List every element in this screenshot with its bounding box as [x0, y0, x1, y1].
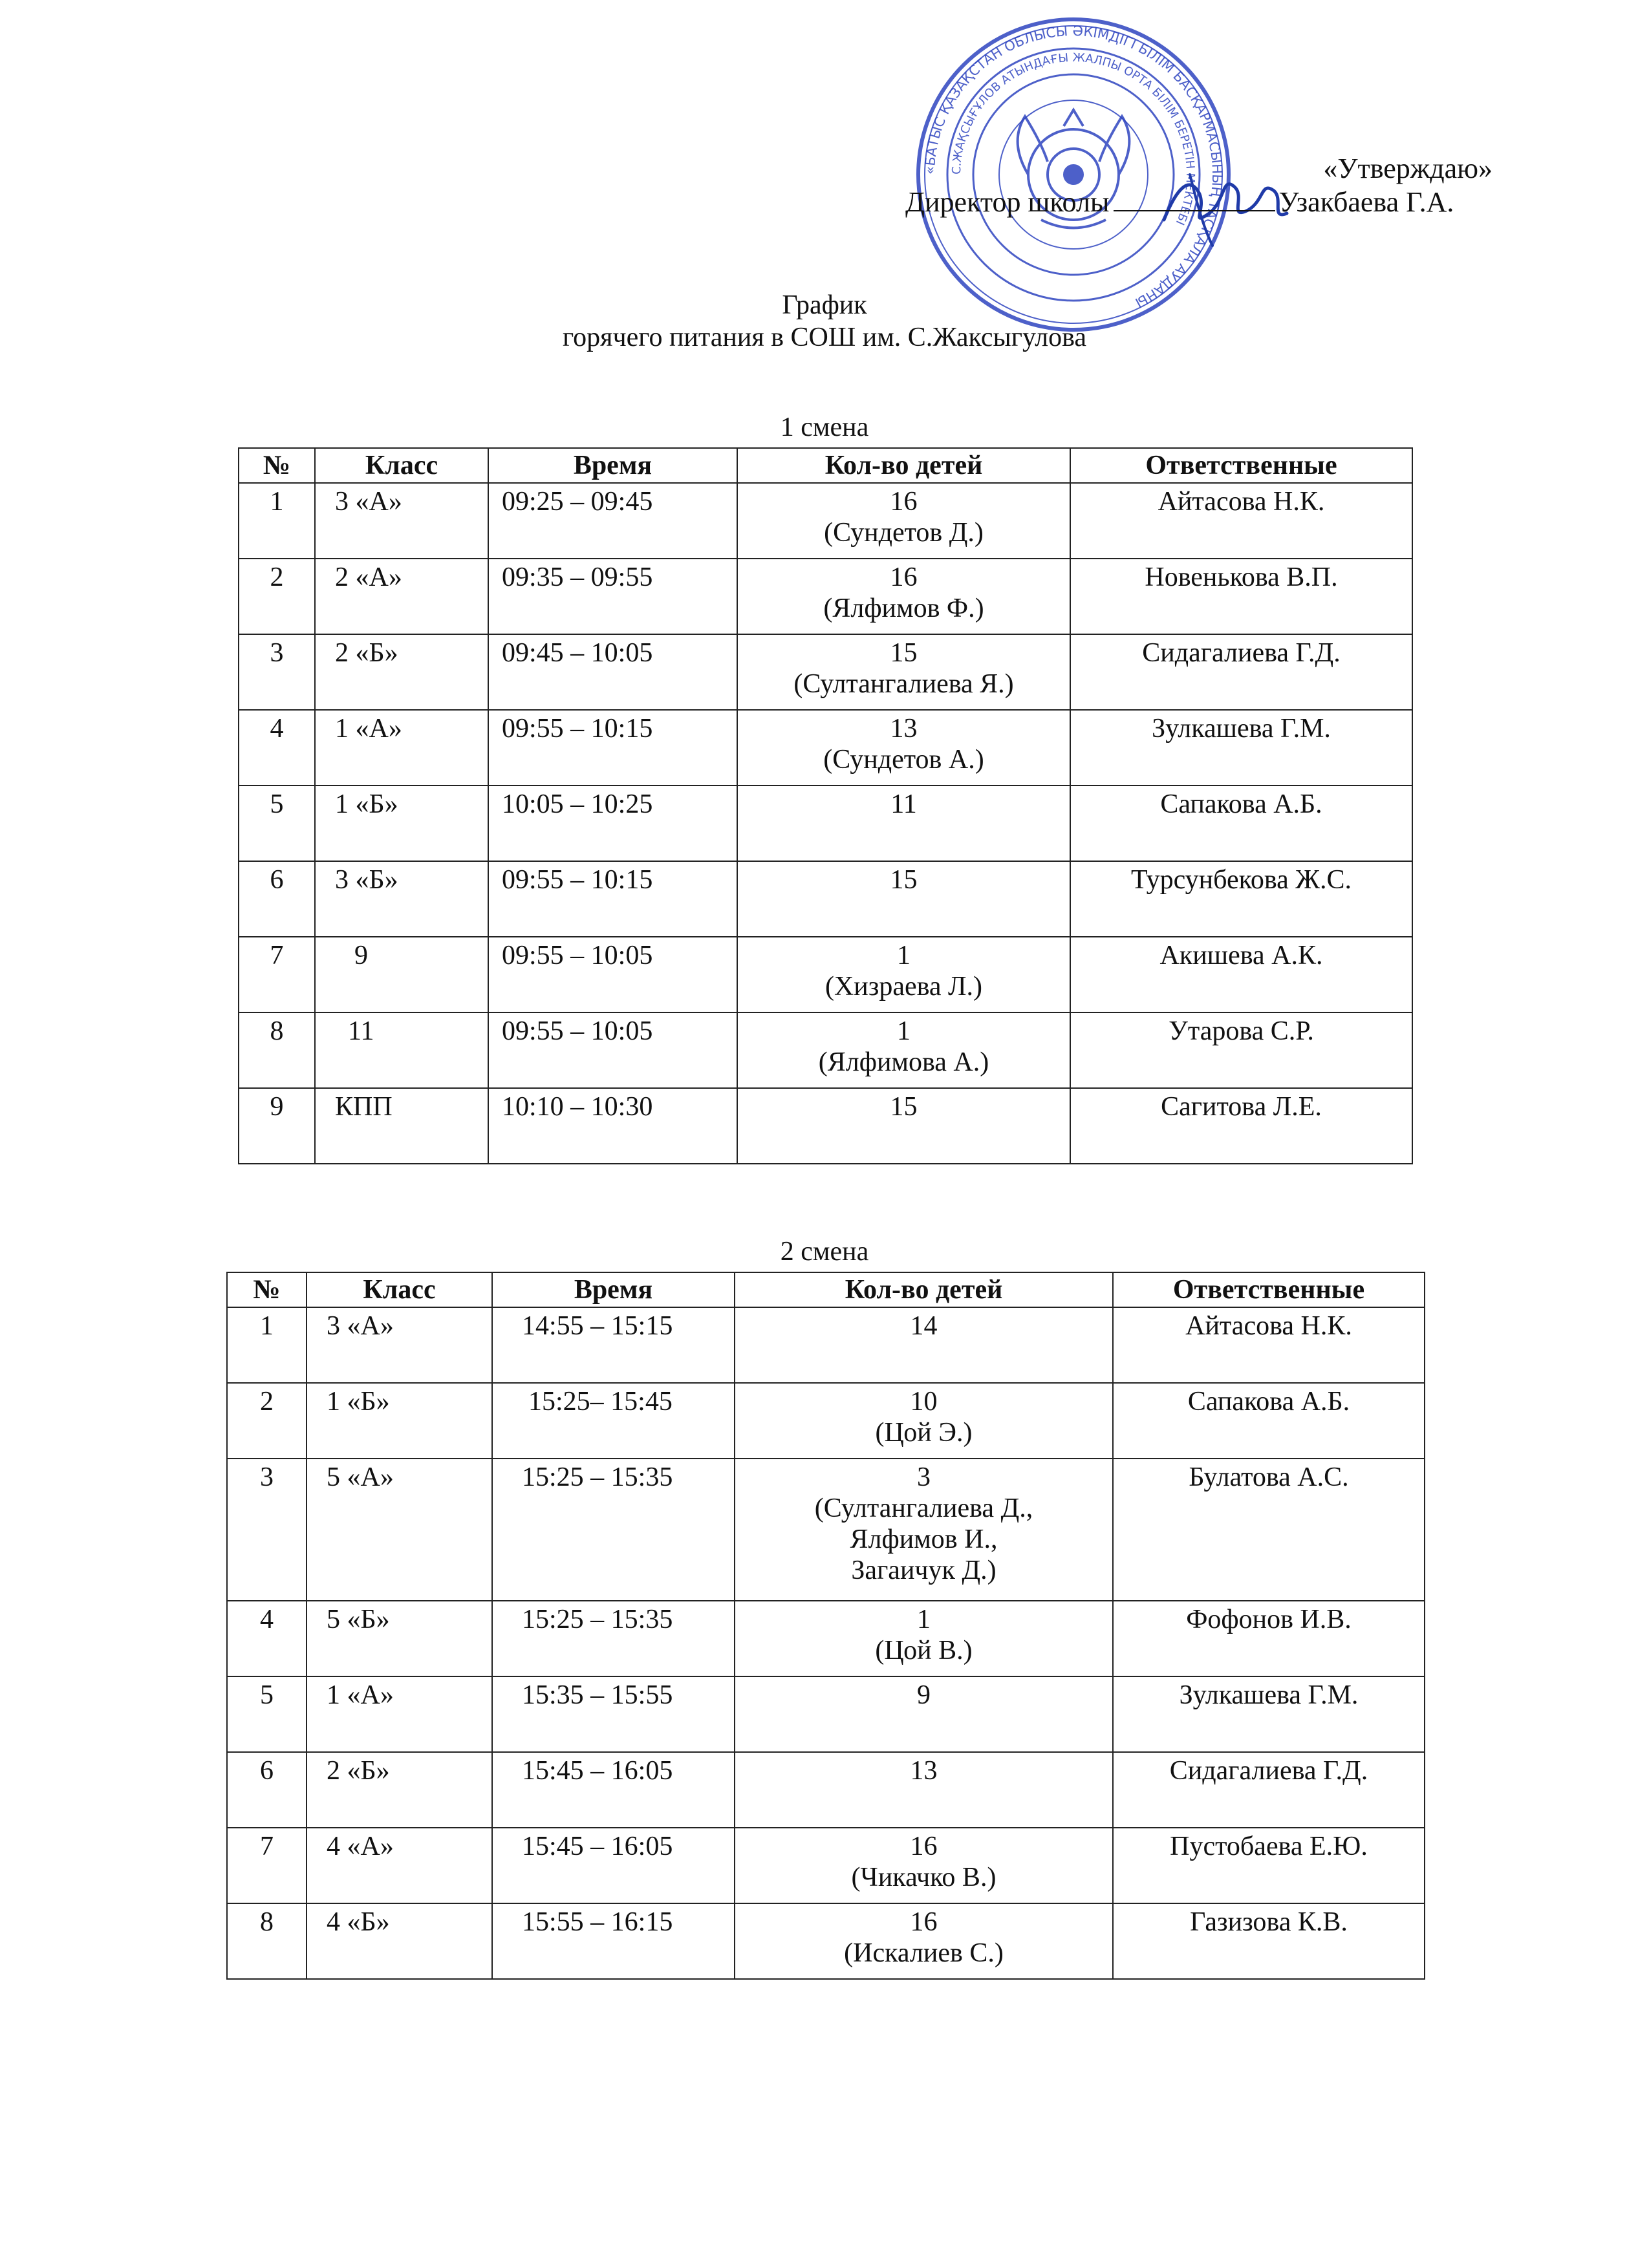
table-row	[239, 710, 1412, 786]
header-count: Кол-во детей	[735, 1272, 1113, 1307]
count-value: 15	[890, 865, 918, 895]
signature-line	[1114, 188, 1275, 211]
row-responsible: Фофонов И.В.	[1113, 1601, 1425, 1676]
shift2-title: 2 смена	[780, 1237, 869, 1267]
table-row	[239, 1012, 1412, 1088]
row-class: 3 «Б»	[315, 861, 488, 937]
row-count	[737, 1088, 1070, 1164]
row-class: КПП	[315, 1088, 488, 1164]
row-responsible: Акишева А.К.	[1070, 937, 1412, 1012]
row-class: 11	[315, 1012, 488, 1088]
table-row	[227, 1903, 1425, 1979]
row-num: 8	[239, 1012, 315, 1088]
row-responsible: Айтасова Н.К.	[1070, 483, 1412, 559]
row-num: 6	[227, 1752, 307, 1828]
row-class: 1 «А»	[315, 710, 488, 786]
row-class: 1 «А»	[307, 1676, 492, 1752]
count-note: (Султангалиева Д.,	[814, 1493, 1033, 1523]
row-count	[735, 1459, 1113, 1601]
row-count	[735, 1903, 1113, 1979]
svg-text:«БАТЫС ҚАЗАҚСТАН ОБЛЫСЫ ӘКІМДІ: «БАТЫС ҚАЗАҚСТАН ОБЛЫСЫ ӘКІМДІГІ БІЛІМ БАСҚАРМАСЫНЫҢ ТАСҚАЛА АУДАНЫ	[921, 23, 1225, 311]
row-class: 9	[315, 937, 488, 1012]
count-value: 1	[917, 1605, 931, 1634]
row-class: 5 «А»	[307, 1459, 492, 1601]
count-note: (Цой В.)	[875, 1636, 973, 1665]
header-num: №	[239, 448, 315, 483]
row-class: 3 «А»	[307, 1307, 492, 1383]
table-row	[239, 937, 1412, 1012]
row-responsible: Зулкашева Г.М.	[1070, 710, 1412, 786]
count-value: 9	[917, 1680, 931, 1710]
header-time: Время	[492, 1272, 735, 1307]
row-class: 1 «Б»	[307, 1383, 492, 1459]
row-num: 4	[239, 710, 315, 786]
table-header-row	[239, 448, 1412, 483]
table-row	[239, 559, 1412, 634]
row-num: 7	[239, 937, 315, 1012]
row-responsible: Газизова К.В.	[1113, 1903, 1425, 1979]
row-count	[737, 786, 1070, 861]
count-note: (Сундетов А.)	[823, 745, 984, 775]
row-count	[735, 1383, 1113, 1459]
row-responsible: Новенькова В.П.	[1070, 559, 1412, 634]
row-count	[737, 861, 1070, 937]
count-note: (Сундетов Д.)	[824, 518, 984, 548]
count-note: (Ялфимова А.)	[818, 1047, 989, 1077]
row-responsible: Сапакова А.Б.	[1070, 786, 1412, 861]
row-count	[737, 937, 1070, 1012]
row-class: 4 «Б»	[307, 1903, 492, 1979]
row-count	[735, 1676, 1113, 1752]
count-value: 16	[910, 1907, 938, 1937]
row-time: 09:35 – 09:55	[488, 559, 737, 634]
row-count	[735, 1307, 1113, 1383]
director-label: Директор школы	[905, 186, 1110, 218]
count-value: 13	[890, 714, 918, 744]
table-row	[227, 1752, 1425, 1828]
shift1-table	[238, 447, 1413, 1164]
header-class: Класс	[307, 1272, 492, 1307]
header-responsible: Ответственные	[1070, 448, 1412, 483]
count-note: (Ялфимов Ф.)	[823, 594, 984, 623]
row-count	[735, 1828, 1113, 1903]
count-value: 1	[897, 1016, 911, 1046]
row-num: 3	[227, 1459, 307, 1601]
row-responsible: Сапакова А.Б.	[1113, 1383, 1425, 1459]
row-time: 15:25 – 15:35	[492, 1459, 735, 1601]
row-time: 15:25 – 15:35	[492, 1601, 735, 1676]
row-responsible: Сагитова Л.Е.	[1070, 1088, 1412, 1164]
table-row	[239, 786, 1412, 861]
count-note: (Хизраева Л.)	[824, 972, 983, 1001]
row-num: 9	[239, 1088, 315, 1164]
row-class: 2 «А»	[315, 559, 488, 634]
count-value: 13	[910, 1756, 938, 1786]
row-count	[737, 1012, 1070, 1088]
row-responsible: Айтасова Н.К.	[1113, 1307, 1425, 1383]
shift1-title: 1 смена	[780, 412, 869, 442]
row-class: 3 «А»	[315, 483, 488, 559]
row-num: 4	[227, 1601, 307, 1676]
table-header-row	[227, 1272, 1425, 1307]
row-num: 2	[227, 1383, 307, 1459]
count-value: 14	[910, 1311, 938, 1341]
header-responsible: Ответственные	[1113, 1272, 1425, 1307]
row-time: 09:55 – 10:05	[488, 937, 737, 1012]
row-num: 7	[227, 1828, 307, 1903]
row-time: 09:55 – 10:15	[488, 710, 737, 786]
row-responsible: Турсунбекова Ж.С.	[1070, 861, 1412, 937]
header-time: Время	[488, 448, 737, 483]
count-note: (Искалиев С.)	[844, 1938, 1004, 1968]
count-note: (Султангалиева Я.)	[793, 669, 1014, 699]
row-num: 8	[227, 1903, 307, 1979]
count-note: (Цой Э.)	[875, 1418, 973, 1448]
row-count	[735, 1601, 1113, 1676]
shift2-table	[226, 1272, 1425, 1980]
director-line	[905, 186, 1454, 219]
row-responsible: Утарова С.Р.	[1070, 1012, 1412, 1088]
row-count	[737, 634, 1070, 710]
svg-text:С.ЖАҚСЫҒҰЛОВ АТЫНДАҒЫ ЖАЛПЫ ОР: С.ЖАҚСЫҒҰЛОВ АТЫНДАҒЫ ЖАЛПЫ ОРТА БІЛІМ БЕРЕТІН МЕКТЕБІ	[949, 50, 1198, 228]
count-value: 16	[910, 1832, 938, 1861]
count-value: 16	[890, 562, 918, 592]
count-note-line2: Ялфимов И.,	[850, 1524, 998, 1554]
table-row	[227, 1828, 1425, 1903]
row-time: 10:10 – 10:30	[488, 1088, 737, 1164]
header-count: Кол-во детей	[737, 448, 1070, 483]
header-num: №	[227, 1272, 307, 1307]
row-class: 4 «А»	[307, 1828, 492, 1903]
row-time: 09:55 – 10:05	[488, 1012, 737, 1088]
row-time: 15:55 – 16:15	[492, 1903, 735, 1979]
row-time: 15:35 – 15:55	[492, 1676, 735, 1752]
row-num: 1	[239, 483, 315, 559]
row-class: 1 «Б»	[315, 786, 488, 861]
row-time: 09:25 – 09:45	[488, 483, 737, 559]
document-subtitle: горячего питания в СОШ им. С.Жаксыгулова	[563, 323, 1086, 352]
count-value: 1	[897, 941, 911, 970]
row-time: 15:25– 15:45	[492, 1383, 735, 1459]
row-num: 5	[227, 1676, 307, 1752]
count-value: 15	[890, 638, 918, 668]
row-time: 10:05 – 10:25	[488, 786, 737, 861]
row-time: 15:45 – 16:05	[492, 1828, 735, 1903]
row-responsible: Булатова А.С.	[1113, 1459, 1425, 1601]
row-count	[735, 1752, 1113, 1828]
row-time: 09:45 – 10:05	[488, 634, 737, 710]
row-count	[737, 710, 1070, 786]
document-heading	[0, 289, 1649, 354]
row-count	[737, 559, 1070, 634]
row-responsible: Зулкашева Г.М.	[1113, 1676, 1425, 1752]
count-value: 3	[917, 1462, 931, 1492]
director-name: Узакбаева Г.А.	[1278, 186, 1454, 218]
row-responsible: Сидагалиева Г.Д.	[1070, 634, 1412, 710]
row-responsible: Пустобаева Е.Ю.	[1113, 1828, 1425, 1903]
table-row	[239, 1088, 1412, 1164]
table-row	[239, 861, 1412, 937]
row-num: 3	[239, 634, 315, 710]
count-value: 11	[890, 789, 917, 819]
row-time: 15:45 – 16:05	[492, 1752, 735, 1828]
table-row	[227, 1601, 1425, 1676]
row-num: 2	[239, 559, 315, 634]
row-num: 5	[239, 786, 315, 861]
count-value: 10	[910, 1387, 938, 1417]
table-row	[227, 1459, 1425, 1601]
count-value: 16	[890, 487, 918, 517]
row-count	[737, 483, 1070, 559]
row-time: 09:55 – 10:15	[488, 861, 737, 937]
count-note: (Чикачко В.)	[851, 1863, 997, 1892]
row-num: 1	[227, 1307, 307, 1383]
row-num: 6	[239, 861, 315, 937]
row-responsible: Сидагалиева Г.Д.	[1113, 1752, 1425, 1828]
table-row	[227, 1676, 1425, 1752]
row-class: 5 «Б»	[307, 1601, 492, 1676]
row-time: 14:55 – 15:15	[492, 1307, 735, 1383]
row-class: 2 «Б»	[315, 634, 488, 710]
header-class: Класс	[315, 448, 488, 483]
table-row	[239, 483, 1412, 559]
approve-word: «Утверждаю»	[1323, 153, 1493, 184]
table-row	[239, 634, 1412, 710]
approval-block	[892, 152, 1500, 236]
count-value: 15	[890, 1092, 918, 1122]
row-class: 2 «Б»	[307, 1752, 492, 1828]
table-row	[227, 1383, 1425, 1459]
count-note-line3: Загаичук Д.)	[851, 1556, 997, 1585]
document-title: График	[782, 290, 867, 320]
table-row	[227, 1307, 1425, 1383]
